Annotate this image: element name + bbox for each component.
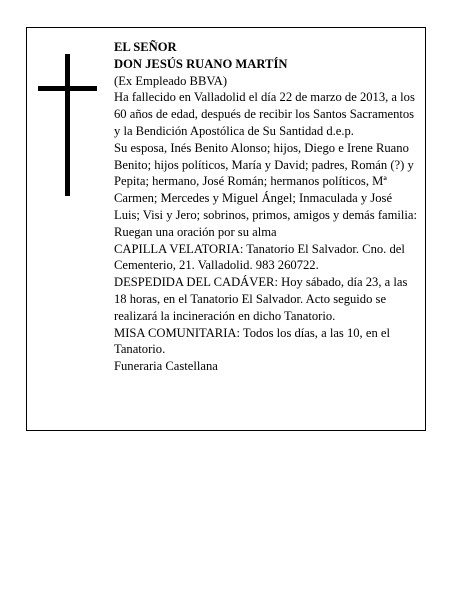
obituary-text [114, 39, 420, 375]
cross-vertical-bar [65, 54, 70, 196]
cross-horizontal-bar [38, 86, 97, 91]
funeral-home: Funeraria Castellana [114, 359, 218, 374]
prayer-request: Ruegan una oración por su alma [114, 224, 277, 239]
deceased-former-employment: (Ex Empleado BBVA) [114, 73, 228, 88]
obituary-title: EL SEÑOR [114, 40, 177, 54]
farewell-info: DESPEDIDA DEL CADÁVER: Hoy sábado, día 23, a las 18 horas, en el Tanatorio El Salvador. Acto seguido se realizará la incineración en dicho Tanatorio. [114, 275, 408, 323]
death-announcement: Ha fallecido en Valladolid el día 22 de marzo de 2013, a los 60 años de edad, después de recibir los Santos Sacramentos y la Bendición Apostólica de Su Santidad d.e.p. [114, 90, 415, 138]
wake-chapel-info: CAPILLA VELATORIA: Tanatorio El Salvador. Cno. del Cementerio, 21. Valladolid. 983 260722. [114, 241, 405, 273]
family-list: Su esposa, Inés Benito Alonso; hijos, Diego e Irene Ruano Benito; hijos políticos, María y David; padres, Román (?) y Pepita; hermano, José Román; hermanos políticos, Mª Carmen; Mercedes y Miguel Ángel; Inmaculada y José Luis; Visi y Jero; sobrinos, primos, amigos y demás familia: [114, 140, 417, 222]
community-mass-info: MISA COMUNITARIA: Todos los días, a las 10, en el Tanatorio. [114, 325, 390, 357]
deceased-name: DON JESÚS RUANO MARTÍN [114, 56, 288, 71]
